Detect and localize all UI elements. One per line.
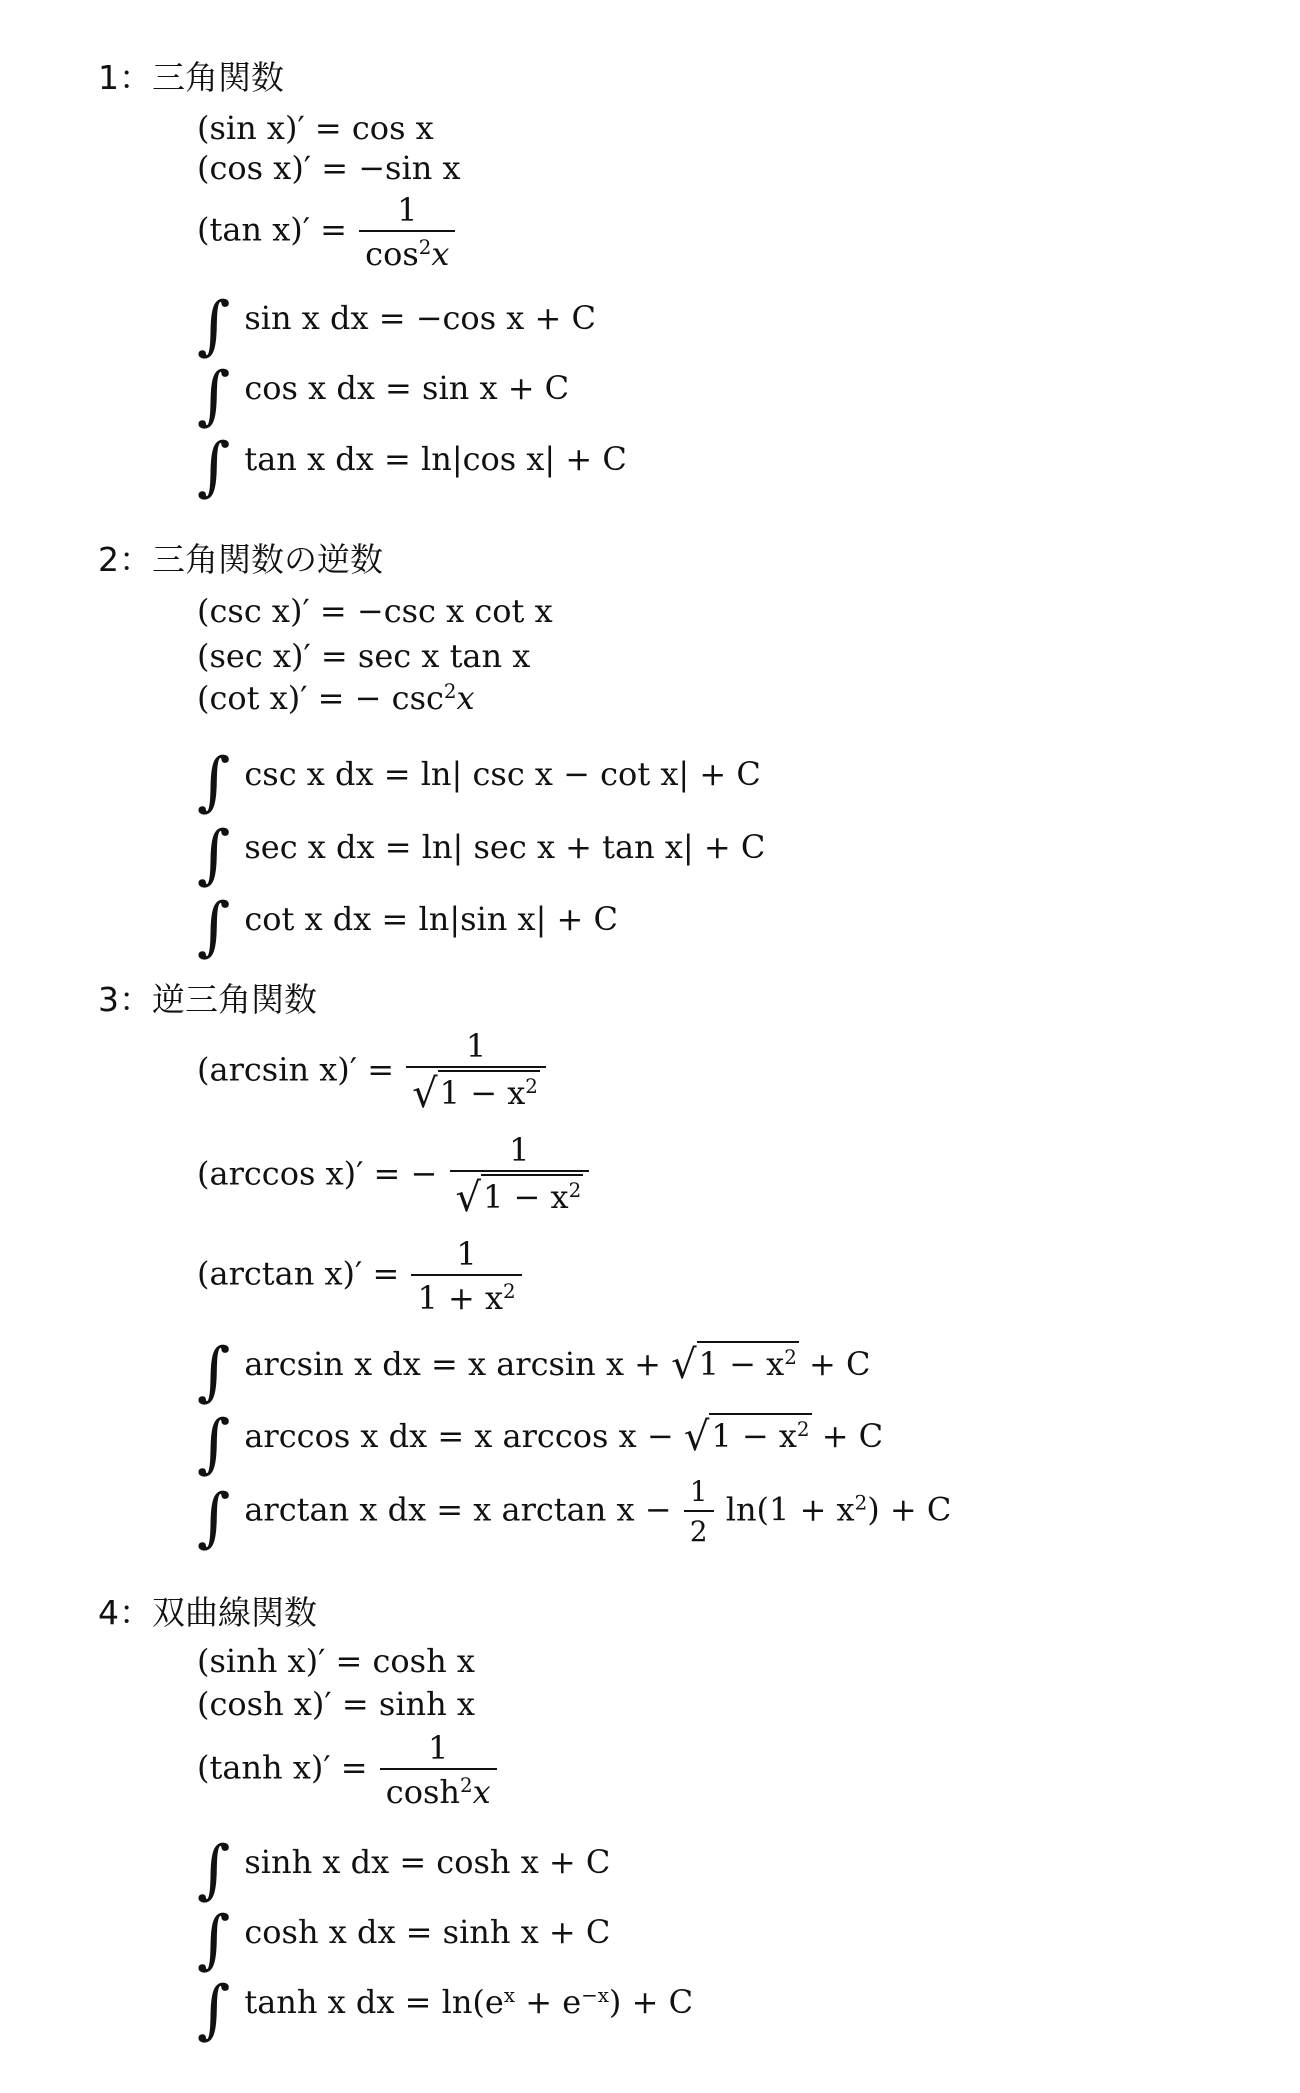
formula-int-sinh: ∫ sinh x dx = cosh x + C [197, 1833, 611, 1907]
formula-int-cot: ∫ cot x dx = ln|sin x| + C [197, 890, 618, 964]
formula-int-tan: ∫ tan x dx = ln|cos x| + C [197, 430, 627, 504]
section-title-2: 2：三角関数の逆数 [98, 540, 383, 579]
formula-int-sin: ∫ sin x dx = −cos x + C [197, 289, 596, 363]
section-title-4: 4：双曲線関数 [98, 1593, 317, 1632]
formula-d-sec: (sec x)′ = sec x tan x [197, 637, 531, 675]
formula-d-cosh: (cosh x)′ = sinh x [197, 1685, 475, 1723]
section-title-1: 1：三角関数 [98, 58, 284, 97]
formula-d-tan: (tan x)′ = $\frac{1}{\cos^2x}$ [197, 194, 457, 270]
formula-d-cot: (cot x)′ = − $\csc^2x$ [197, 679, 475, 717]
formula-d-csc: (csc x)′ = −csc x cot x [197, 592, 553, 630]
formula-d-sin: (sin x)′ = cos x [197, 109, 434, 147]
formula-int-cos: ∫ cos x dx = sin x + C [197, 359, 570, 433]
section-title-3: 3：逆三角関数 [98, 980, 317, 1019]
formula-d-arccos: (arccos x)′ = − $\frac{1}{√1 - x^2}$ [197, 1134, 591, 1218]
formula-d-sinh: (sinh x)′ = cosh x [197, 1642, 475, 1680]
formula-int-arcsin: ∫ arcsin x dx = x $\arcsin x + √1 - x^2 + C$ [197, 1335, 871, 1409]
formula-d-tanh: (tanh x)′ = $\frac{1}{\cosh^2x}$ [197, 1732, 499, 1808]
formula-int-arctan: ∫ arctan x dx = x arctan x − $\frac{1}{2}$ $\ln(1 + x^2) + C$ [197, 1475, 952, 1555]
formula-int-sec: ∫ sec x dx = ln| sec x + tan x| + C [197, 818, 766, 892]
formula-int-cosh: ∫ cosh x dx = sinh x + C [197, 1903, 611, 1977]
formula-int-csc: ∫ csc x dx = ln| csc x − cot x| + C [197, 745, 761, 819]
formula-d-arcsin: (arcsin x)′ = $\frac{1}{√1 - x^2}$ [197, 1030, 548, 1114]
formula-d-arctan: (arctan x)′ = $\frac{1}{1 + x^2}$ [197, 1238, 524, 1314]
formula-int-tanh: ∫ tanh x dx = $\ln(e^x + e^{-x}) + C$ [197, 1973, 694, 2047]
formula-d-cos: (cos x)′ = −sin x [197, 149, 461, 187]
formula-int-arccos: ∫ arccos x dx = x $\arccos x - √1 - x^2 + C$ [197, 1407, 884, 1481]
